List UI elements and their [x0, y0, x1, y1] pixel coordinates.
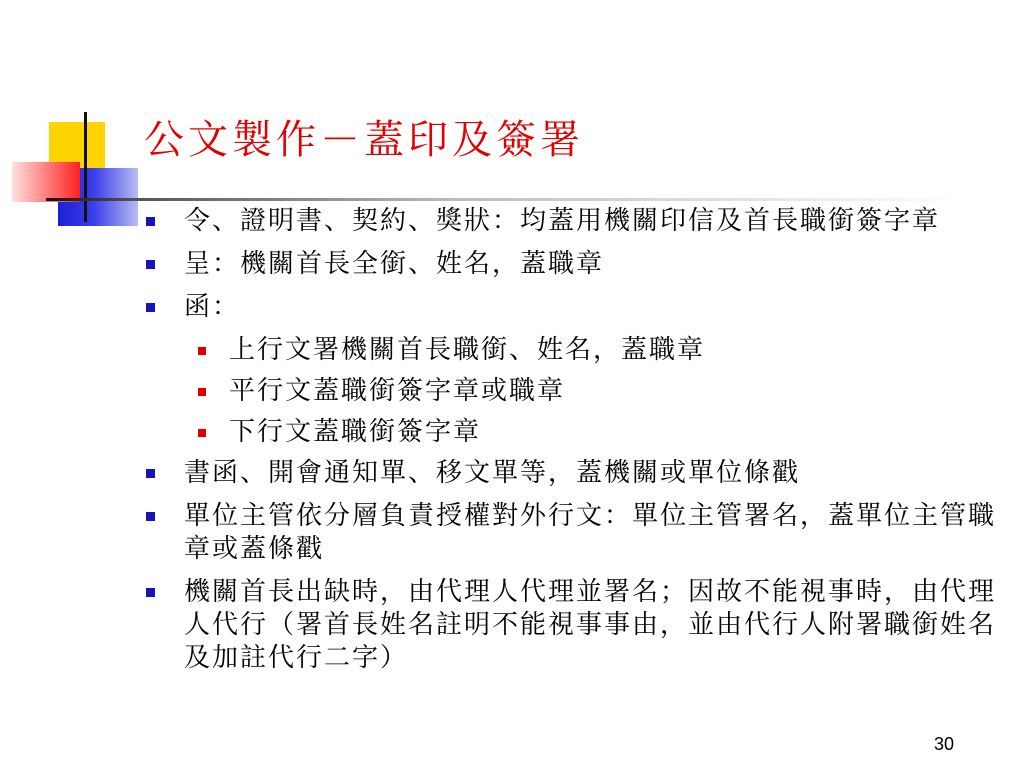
logo-vertical-line — [84, 112, 87, 222]
sub-bullet-text: 平行文蓋職銜簽字章或職章 — [229, 376, 566, 406]
bullet-item — [140, 457, 1000, 490]
slide-title: 公文製作－蓋印及簽署 — [144, 117, 584, 163]
small-square-bullet-icon — [198, 347, 206, 355]
square-bullet-icon — [146, 260, 155, 269]
sub-bullet-item — [140, 416, 1000, 449]
bullet-item — [140, 291, 1000, 324]
bullet-item — [140, 205, 1000, 238]
sub-bullet-item — [140, 334, 1000, 367]
bullet-text: 呈：機關首長全銜、姓名，蓋職章 — [184, 249, 605, 279]
bullet-item — [140, 500, 1000, 566]
sub-bullet-text: 下行文蓋職銜簽字章 — [229, 417, 482, 447]
small-square-bullet-icon — [198, 388, 206, 396]
bullet-text: 函： — [184, 292, 241, 322]
small-square-bullet-icon — [198, 429, 206, 437]
square-bullet-icon — [146, 217, 155, 226]
bullet-item — [140, 248, 1000, 281]
bullet-text: 機關首長出缺時，由代理人代理並署名；因故不能視事時，由代理人代行（署首長姓名註明不能視事事由，並由代行人附署職銜姓名及加註代行二字） — [184, 577, 997, 673]
sub-bullet-item — [140, 375, 1000, 408]
bullet-item — [140, 576, 1000, 675]
square-bullet-icon — [146, 512, 155, 521]
logo-red-square — [12, 162, 80, 202]
title-underline — [46, 198, 966, 201]
square-bullet-icon — [146, 588, 155, 597]
square-bullet-icon — [146, 469, 155, 478]
square-bullet-icon — [146, 303, 155, 312]
sub-bullet-text: 上行文署機關首長職銜、姓名，蓋職章 — [229, 335, 706, 365]
bullet-text: 單位主管依分層負責授權對外行文：單位主管署名，蓋單位主管職章或蓋條戳 — [184, 501, 997, 564]
bullet-text: 書函、開會通知單、移文單等，蓋機關或單位條戳 — [184, 458, 801, 488]
bullet-text: 令、證明書、契約、獎狀：均蓋用機關印信及首長職銜簽字章 — [184, 206, 941, 236]
page-number: 30 — [934, 734, 955, 754]
slide-body — [140, 205, 1000, 685]
